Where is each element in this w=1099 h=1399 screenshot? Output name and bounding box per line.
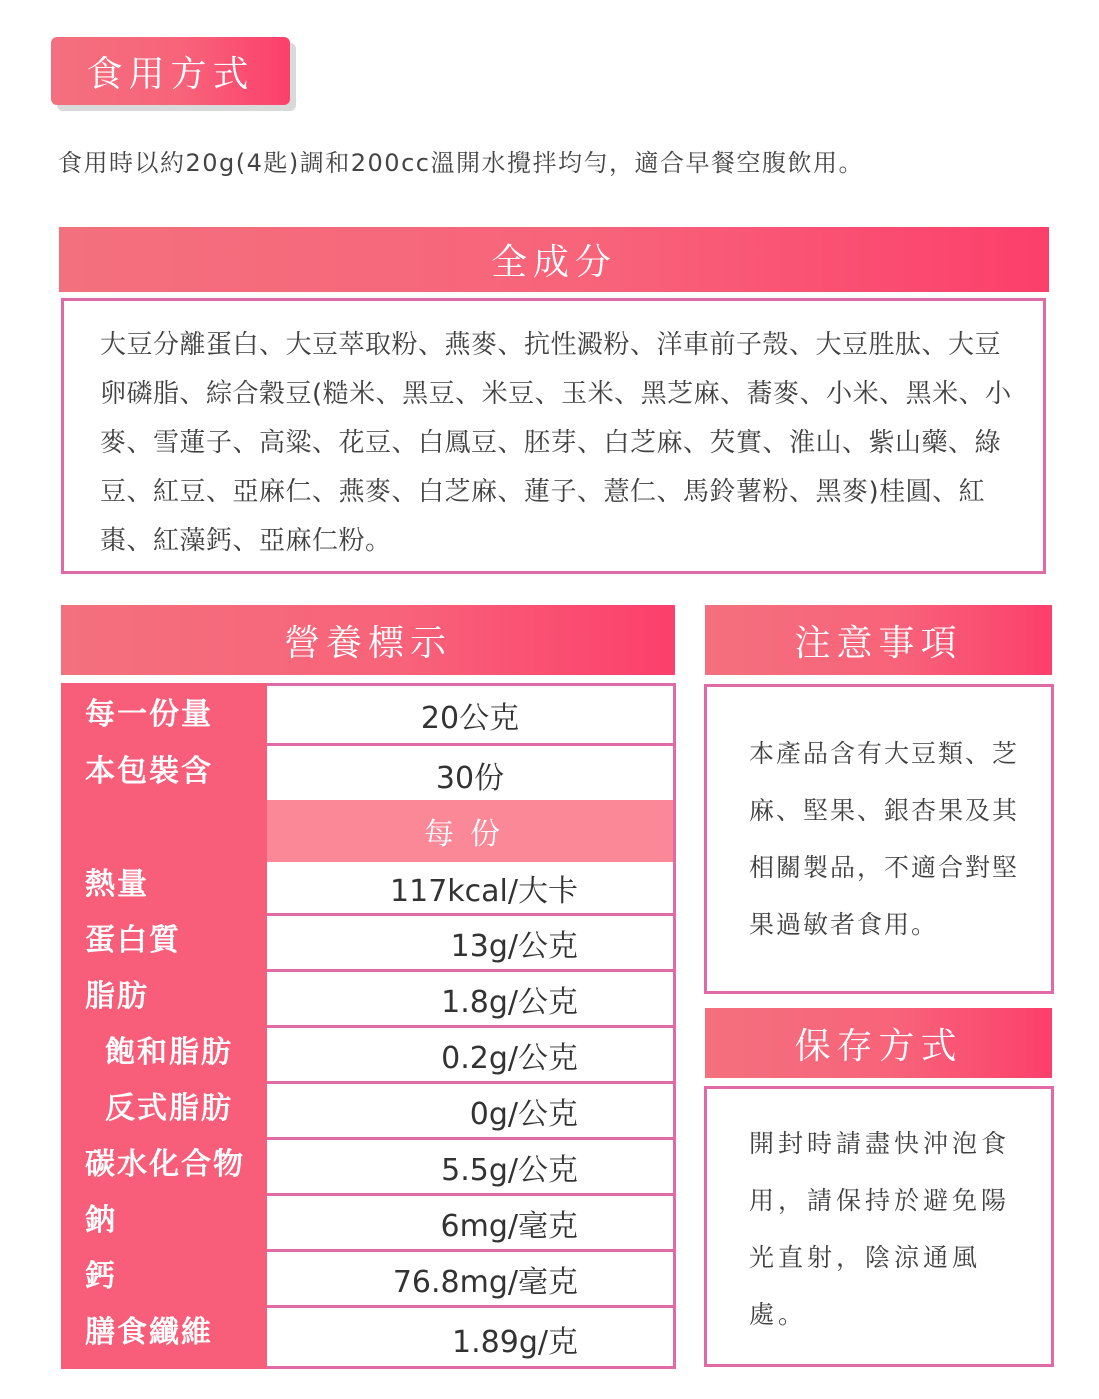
nutrient-label: 飽和脂肪 — [105, 1035, 233, 1070]
notes-text: 本產品含有大豆類、芝麻、堅果、銀杏果及其相關製品，不適合對堅果過敏者食用。 — [749, 739, 1020, 939]
nutrient-value: 0.2g/公克 — [441, 1040, 578, 1076]
nutrient-value: 76.8mg/毫克 — [392, 1264, 578, 1300]
nutrition-header — [61, 605, 675, 675]
storage-title: 保存方式 — [794, 1025, 963, 1067]
ingredients-header — [59, 227, 1049, 292]
per-serving-band — [267, 800, 673, 862]
serving-size-label: 每一份量 — [85, 697, 213, 732]
storage-box — [704, 1086, 1054, 1367]
notes-title: 注意事項 — [794, 622, 963, 664]
nutrient-value: 1.8g/公克 — [441, 984, 578, 1020]
nutrient-label: 膳食纖維 — [85, 1315, 213, 1350]
nutrient-row — [267, 862, 673, 916]
usage-title-badge — [51, 37, 290, 105]
nutrient-label: 熱量 — [85, 867, 149, 902]
ingredients-text: 大豆分離蛋白、大豆萃取粉、燕麥、抗性澱粉、洋車前子殼、大豆胜肽、大豆卵磷脂、綜合穀豆(糙米、黑豆、米豆、玉米、黑芝麻、蕎麥、小米、黑米、小麥、雪蓮子、高粱、花豆、白鳳豆、胚芽、白芝麻、芡實、淮山、紫山藥、綠豆、紅豆、亞麻仁、燕麥、白芝麻、蓮子、薏仁、馬鈴薯粉、黑麥)桂圓、紅棗、紅藻鈣、亞麻仁粉。 — [100, 330, 1012, 556]
nutrient-label: 反式脂肪 — [105, 1091, 233, 1126]
storage-header — [705, 1008, 1052, 1078]
per-serving-label: 每份 — [424, 817, 516, 852]
usage-title: 食用方式 — [86, 53, 255, 95]
nutrition-value-column — [267, 683, 676, 1369]
notes-header — [705, 605, 1052, 675]
nutrient-value: 13g/公克 — [450, 928, 578, 964]
nutrition-title: 營養標示 — [283, 622, 452, 664]
nutrient-row — [267, 1252, 673, 1308]
nutrient-row — [267, 1028, 673, 1084]
ingredients-box — [61, 298, 1046, 574]
usage-instructions: 食用時以約20g(4匙)調和200cc溫開水攪拌均勻，適合早餐空腹飲用。 — [58, 149, 864, 177]
nutrient-row — [267, 916, 673, 972]
ingredients-title: 全成分 — [490, 242, 617, 283]
nutrient-row — [267, 1140, 673, 1196]
servings-value: 30份 — [435, 760, 505, 796]
nutrition-table — [61, 683, 676, 1369]
nutrient-value: 1.89g/克 — [452, 1324, 578, 1360]
nutrient-value: 5.5g/公克 — [441, 1152, 578, 1188]
nutrient-row — [267, 1084, 673, 1140]
nutrient-row — [267, 1308, 673, 1369]
servings-row — [267, 746, 673, 803]
storage-text: 開封時請盡快沖泡食用，請保持於避免陽光直射，陰涼通風處。 — [749, 1129, 1011, 1329]
notes-box — [704, 684, 1054, 994]
nutrient-value: 6mg/毫克 — [440, 1208, 578, 1244]
nutrient-value: 0g/公克 — [469, 1096, 578, 1132]
nutrient-label: 脂肪 — [85, 979, 149, 1014]
nutrient-row — [267, 972, 673, 1028]
nutrient-label: 碳水化合物 — [85, 1147, 245, 1182]
nutrient-value: 117kcal/大卡 — [390, 873, 578, 909]
nutrient-label: 鈉 — [85, 1203, 117, 1238]
nutrition-label-column — [61, 683, 267, 1369]
nutrient-label: 蛋白質 — [85, 923, 181, 958]
nutrient-row — [267, 1196, 673, 1252]
serving-size-value: 20公克 — [420, 700, 520, 736]
nutrient-label: 鈣 — [85, 1259, 117, 1294]
servings-label: 本包裝含 — [85, 754, 213, 789]
serving-size-row — [267, 686, 673, 746]
